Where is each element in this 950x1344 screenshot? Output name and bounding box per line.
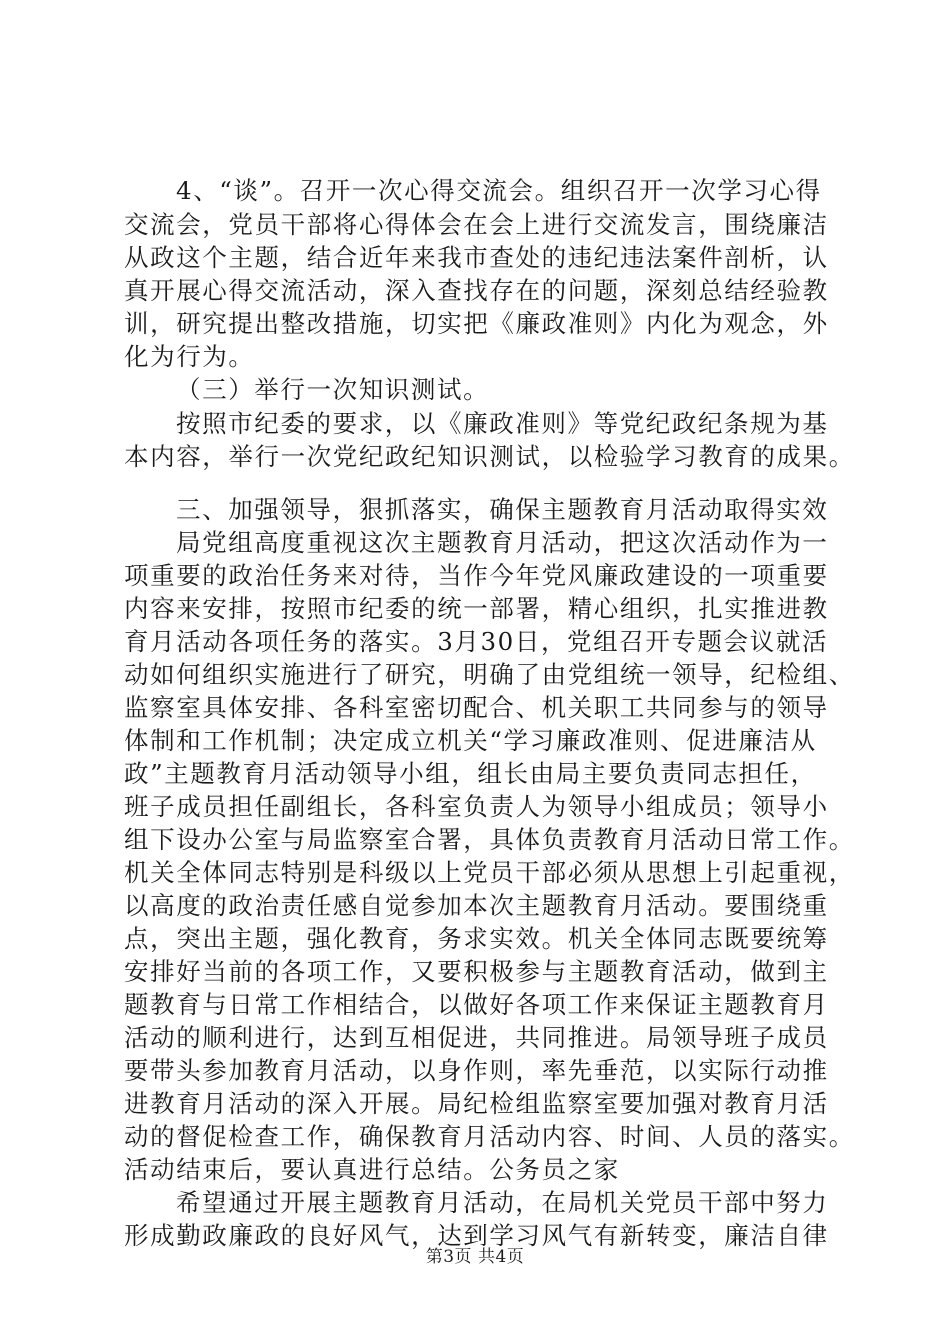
text-line: 训，研究提出整改措施，切实把《廉政准则》内化为观念，外 xyxy=(124,309,829,338)
text-line: 内容来安排，按照市纪委的统一部署，精心组织，扎实推进教 xyxy=(124,594,829,623)
text-line: 本内容，举行一次党纪政纪知识测试，以检验学习教育的成果。 xyxy=(124,442,855,471)
text-line: 题教育与日常工作相结合，以做好各项工作来保证主题教育月 xyxy=(124,990,829,1019)
text-line: 组下设办公室与局监察室合署，具体负责教育月活动日常工作。 xyxy=(124,825,855,854)
text-line: 形成勤政廉政的良好风气，达到学习风气有新转变，廉洁自律 xyxy=(124,1221,829,1250)
text-line: 体制和工作机制；决定成立机关“学习廉政准则、促进廉洁从 xyxy=(124,726,817,755)
text-line: 化为行为。 xyxy=(124,342,255,371)
text-line: 交流会，党员干部将心得体会在会上进行交流发言，围绕廉洁 xyxy=(124,210,829,239)
text-line: 活动结束后，要认真进行总结。公务员之家 xyxy=(124,1155,620,1184)
text-line: 希望通过开展主题教育月活动，在局机关党员干部中努力 xyxy=(176,1188,829,1217)
text-line: 进教育月活动的深入开展。局纪检组监察室要加强对教育月活 xyxy=(124,1089,829,1118)
text-line: 班子成员担任副组长，各科室负责人为领导小组成员；领导小 xyxy=(124,792,829,821)
text-line: 项重要的政治任务来对待，当作今年党风廉政建设的一项重要 xyxy=(124,561,829,590)
text-line: 监察室具体安排、各科室密切配合、机关职工共同参与的领导 xyxy=(124,693,829,722)
section-heading: （三）举行一次知识测试。 xyxy=(176,375,490,404)
text-line: 从政这个主题，结合近年来我市查处的违纪违法案件剖析，认 xyxy=(124,243,829,272)
text-line: 育月活动各项任务的落实。3月30日，党组召开专题会议就活 xyxy=(124,627,829,656)
text-line: 安排好当前的各项工作，又要积极参与主题教育活动，做到主 xyxy=(124,957,829,986)
text-line: 政”主题教育月活动领导小组，组长由局主要负责同志担任， xyxy=(124,759,817,788)
text-line: 动如何组织实施进行了研究，明确了由党组统一领导，纪检组、 xyxy=(124,660,855,689)
text-line: 点，突出主题，强化教育，务求实效。机关全体同志既要统筹 xyxy=(124,924,829,953)
text-line: 4、“谈”。召开一次心得交流会。组织召开一次学习心得 xyxy=(176,176,822,205)
text-line: 动的督促检查工作，确保教育月活动内容、时间、人员的落实。 xyxy=(124,1122,855,1151)
text-line: 按照市纪委的要求，以《廉政准则》等党纪政纪条规为基 xyxy=(176,409,829,438)
text-line: 以高度的政治责任感自觉参加本次主题教育月活动。要围绕重 xyxy=(124,891,829,920)
page-number-footer: 第3页 共4页 xyxy=(425,1247,525,1267)
text-line: 机关全体同志特别是科级以上党员干部必须从思想上引起重视， xyxy=(124,858,855,887)
text-line: 局党组高度重视这次主题教育月活动，把这次活动作为一 xyxy=(176,528,829,557)
text-line: 真开展心得交流活动，深入查找存在的问题，深刻总结经验教 xyxy=(124,276,829,305)
text-line: 要带头参加教育月活动，以身作则，率先垂范，以实际行动推 xyxy=(124,1056,829,1085)
section-heading: 三、加强领导，狠抓落实，确保主题教育月活动取得实效 xyxy=(176,495,829,524)
text-line: 活动的顺利进行，达到互相促进，共同推进。局领导班子成员 xyxy=(124,1023,829,1052)
